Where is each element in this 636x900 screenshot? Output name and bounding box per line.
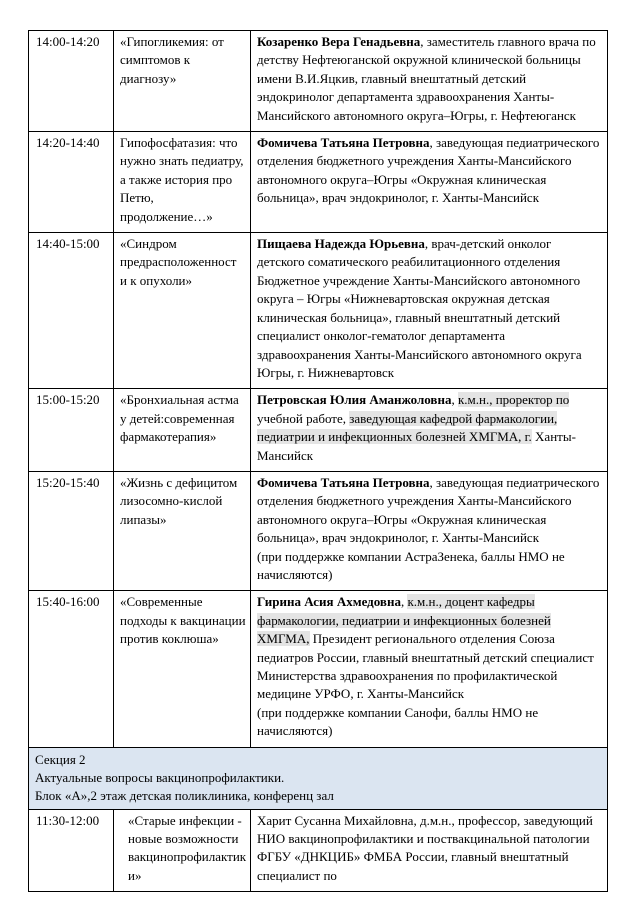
table-row bbox=[29, 31, 608, 132]
time-cell: 14:40-15:00 bbox=[29, 233, 114, 389]
schedule-table bbox=[28, 30, 608, 892]
speaker-text: (при поддержке компании Санофи, баллы НМО не начисляются) bbox=[257, 704, 539, 739]
speaker-text: к.м.н., доцент кафедры фармакологии, педиатрии и инфекционных болезней ХМГМА, bbox=[257, 594, 551, 647]
speaker-name: Козаренко Вера Генадьевна bbox=[257, 34, 421, 49]
table-row bbox=[29, 591, 608, 747]
time-cell: 15:20-15:40 bbox=[29, 471, 114, 590]
topic-cell: «Гипогликемия: от симптомов к диагнозу» bbox=[114, 31, 251, 132]
speaker-text: Президент регионального отделения Союза педиатров России, главный внештатный детский специалист Министерства здравоохранения по профилактической медицине УРФО, г. Ханты-Мансийск bbox=[257, 631, 594, 702]
speaker-cell bbox=[251, 31, 608, 132]
speaker-text: Ханты-Мансийск bbox=[257, 429, 576, 463]
speaker-name: Пищаева Надежда Юрьевна bbox=[257, 236, 425, 252]
speaker-cell bbox=[251, 809, 608, 892]
speaker-name: Фомичева Татьяна Петровна bbox=[257, 474, 430, 490]
section-header-cell bbox=[29, 747, 608, 809]
topic-cell: Гипофосфатазия: что нужно знать педиатру, а также история про Петю, продолжение…» bbox=[114, 132, 251, 233]
time-cell: 14:20-14:40 bbox=[29, 132, 114, 233]
speaker-cell bbox=[251, 471, 608, 590]
speaker-text: , bbox=[451, 392, 458, 408]
speaker-text: учебной работе, bbox=[257, 410, 350, 426]
topic-cell: «Бронхиальная астма у детей:современная фармакотерапия» bbox=[114, 389, 251, 472]
speaker-text: заведующая кафедрой фармакологии, педиатрии и инфекционных болезней ХМГМА, г. bbox=[257, 410, 558, 445]
speaker-text: (при поддержке компании АстраЗенека, баллы НМО не начисляются) bbox=[257, 548, 565, 582]
table-row bbox=[29, 389, 608, 472]
section-line: Секция 2 bbox=[35, 751, 86, 767]
topic-cell: «Современные подходы к вакцинации против коклюша» bbox=[114, 591, 251, 747]
topic-cell: «Старые инфекции - новые возможности вакцинопрофилактик и» bbox=[114, 809, 251, 892]
speaker-name: Фомичева Татьяна Петровна bbox=[257, 135, 430, 151]
speaker-name: Петровская Юлия Аманжоловна bbox=[257, 392, 452, 408]
section-line: Актуальные вопросы вакцинопрофилактики. bbox=[35, 769, 285, 785]
section-row bbox=[29, 747, 608, 809]
section-line: Блок «А»,2 этаж детская поликлиника, конференц зал bbox=[35, 787, 334, 803]
speaker-name: Гирина Асия Ахмедовна bbox=[257, 594, 401, 610]
table-row bbox=[29, 471, 608, 590]
topic-cell: «Синдром предрасположенност и к опухоли» bbox=[114, 233, 251, 389]
speaker-text: , врач-детский онколог детского соматического реабилитационного отделения Бюджетное учреждение Ханты-Мансийского автономного округа – Югры «Нижневартовская окружная детская клиническая больница», главный внештатный детский специалист онколог-гематолог департамента здравоохранения Ханты-Мансийского автономного округа Югры, г. Нижневартовск bbox=[257, 236, 582, 380]
time-cell: 15:40-16:00 bbox=[29, 591, 114, 747]
schedule-body bbox=[29, 31, 608, 892]
speaker-cell bbox=[251, 233, 608, 389]
speaker-text: Харит Сусанна Михайловна, д.м.н., профессор, заведующий НИО вакцинопрофилактики и поствакцинальной патологии ФГБУ «ДНКЦИБ» ФМБА России, главный внештатный специалист по bbox=[257, 812, 593, 883]
speaker-cell bbox=[251, 132, 608, 233]
time-cell: 11:30-12:00 bbox=[29, 809, 114, 892]
speaker-text: к.м.н., проректор по bbox=[457, 392, 570, 408]
speaker-cell bbox=[251, 389, 608, 472]
time-cell: 15:00-15:20 bbox=[29, 389, 114, 472]
speaker-text: , заведующая педиатрического отделения бюджетного учреждения Ханты-Мансийского автономного округа–Югры «Окружная клиническая больница», врач эндокринолог, г. Ханты-Мансийск bbox=[257, 474, 600, 546]
speaker-text: , bbox=[400, 594, 408, 610]
time-cell: 14:00-14:20 bbox=[29, 31, 114, 132]
table-row bbox=[29, 233, 608, 389]
table-row bbox=[29, 132, 608, 233]
speaker-cell bbox=[251, 591, 608, 747]
speaker-text: , заведующая педиатрического отделения бюджетного учреждения Ханты-Мансийского автономного округа–Югры «Окружная клиническая больница», врач эндокринолог, г. Ханты-Мансийск bbox=[257, 135, 600, 206]
table-row bbox=[29, 809, 608, 892]
speaker-text: , заместитель главного врача по детству Нефтеюганской окружной клинической больницы имени В.И.Яцкив, главный внештатный детский эндокринолог департамента здравоохранения Ханты-Мансийского автономного округа–Югры, г. Нефтеюганск bbox=[257, 34, 596, 123]
topic-cell: «Жизнь с дефицитом лизосомно-кислой липазы» bbox=[114, 471, 251, 590]
